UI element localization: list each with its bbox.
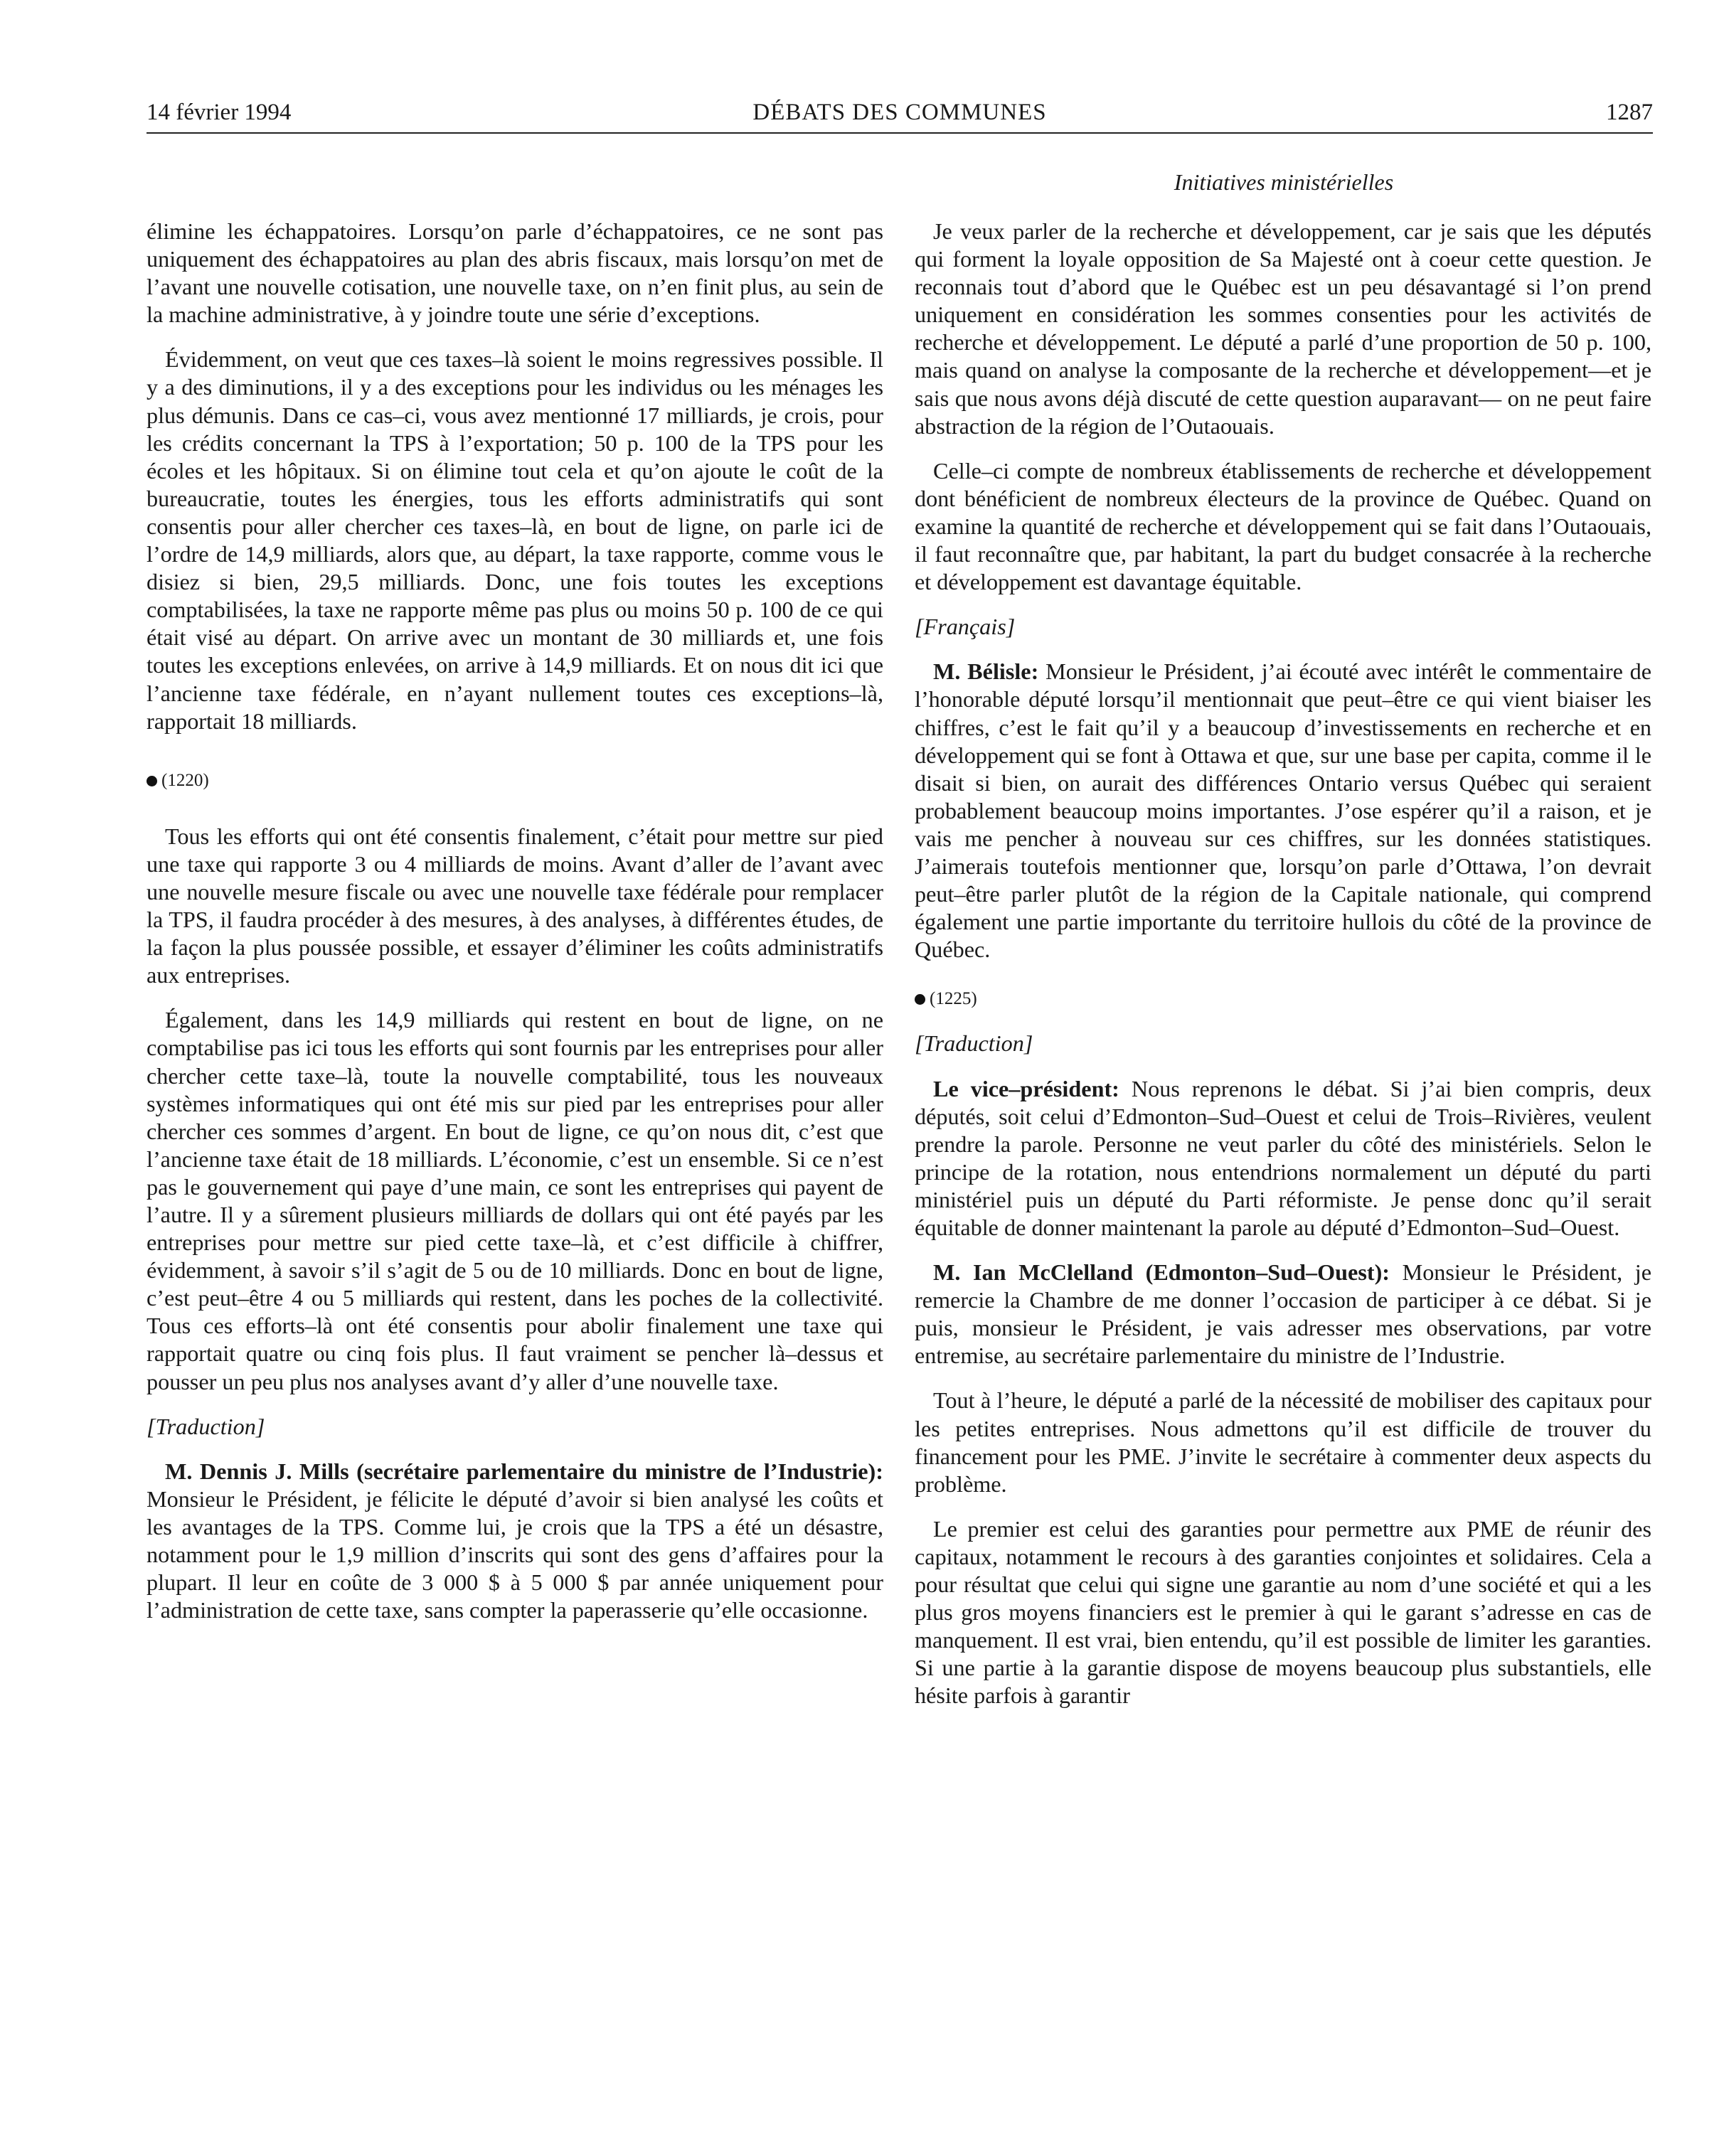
language-note: [Traduction]	[915, 1030, 1033, 1057]
speech-paragraph	[915, 658, 1651, 964]
speech-text: Monsieur le Président, j’ai écouté avec intérêt le commentaire de l’honorable député lorsqu’il mentionnait que peut–être ce qui vient biaiser les chiffres, c’est le fait qu’il y a beaucoup d’investissements en recherche et en développement qui se font à Ottawa et que, sur une base per capita, comme il le disait si bien, on aurait des différences Ontario versus Québec qui seraient probablement beaucoup moins importantes. J’ose espérer qu’il a raison, et je vais me pencher à nouveau sur ces chiffres, sur les données statistiques. J’aimerais toutefois mentionner que, lorsqu’on parle d’Ottawa, l’on devrait peut–être parler plutôt de la région de la Capitale nationale, qui comprend également une partie importante du territoire hullois du côté de la province de Québec.	[915, 658, 1652, 963]
speech-text: Monsieur le Président, je remercie la Chambre de me donner l’occasion de participer à ce débat. Si je puis, monsieur le Président, je vais adresser mes observations, par votre entremise, au secrétaire parlementaire du ministre de l’Industrie.	[915, 1259, 1651, 1369]
page-number: 1287	[1606, 100, 1653, 125]
header-rule	[147, 132, 1653, 134]
speaker-name: M. Ian McClelland (Edmonton–Sud–Ouest):	[933, 1259, 1390, 1286]
speaker-name: M. Bélisle:	[933, 658, 1039, 685]
language-note: [Traduction]	[147, 1413, 265, 1439]
speech-text: Nous reprenons le débat. Si j’ai bien compris, deux députés, soit celui d’Edmonton–Sud–Ouest et celui de Trois–Rivières, veulent prendre la parole. Personne ne veut parler du côté des ministériels. Selon le principe de la rotation, nous entendrions normalement un député du parti ministériel puis un député du Parti réformiste. Je pense donc qu’il serait équitable de donner maintenant la parole au député d’Edmonton–Sud–Ouest.	[915, 1075, 1652, 1240]
speech-paragraph	[915, 1259, 1651, 1370]
header-title: DÉBATS DES COMMUNES	[752, 100, 1047, 125]
page-header	[147, 91, 1653, 134]
time-marker-label: (1225)	[930, 989, 977, 1009]
bullet-icon	[147, 776, 157, 786]
time-marker-label: (1220)	[161, 770, 209, 790]
paragraph: Le premier est celui des garanties pour permettre aux PME de réunir des capitaux, notamment le recours à des garanties conjointes et solidaires. Cela a pour résultat que celui qui signe une garantie au nom d’une société et qui a les plus gros moyens financiers est le premier à qui le garant s’adresse en cas de manquement. Il est vrai, bien entendu, qu’il est possible de limiter les garanties. Si une partie à la garantie dispose de moyens beaucoup plus substantiels, elle hésite parfois à garantir	[915, 1515, 1651, 1709]
speech-paragraph	[915, 1075, 1651, 1242]
left-column	[147, 218, 883, 1641]
paragraph: Celle–ci compte de nombreux établissements de recherche et développement dont bénéficient de nombreux électeurs de la province de Québec. Quand on examine la quantité de recherche et développement qui se fait dans l’Outaouais, il faut reconnaître que, par habitant, la part du budget consacrée à la recherche et développement est davantage équitable.	[915, 457, 1651, 595]
speech-paragraph	[147, 1458, 883, 1625]
time-marker	[147, 767, 883, 794]
speaker-name: Le vice–président:	[933, 1075, 1119, 1101]
paragraph: Également, dans les 14,9 milliards qui restent en bout de ligne, on ne comptabilise pas ici tous les efforts qui sont fournis par les entreprises pour aller chercher cette taxe–là, toute la nouvelle comptabilité, tous les nouveaux systèmes informatiques qui ont été mis sur pied par les entreprises pour aller chercher ces sommes d’argent. En bout de ligne, ce qu’on nous dit, c’est que l’ancienne taxe était de 18 milliards. L’économie, c’est un ensemble. Si ce n’est pas le gouvernement qui paye d’une main, ce sont les entreprises qui payent de l’autre. Il y a sûrement plusieurs milliards de dollars qui ont été payés par les entreprises pour mettre sur pied cette taxe–là, et c’est difficile à chiffrer, évidemment, à savoir s’il s’agit de 5 ou de 10 milliards. Donc en bout de ligne, c’est peut–être 4 ou 5 milliards qui restent, dans les poches de la collectivité. Tous ces efforts–là ont été consentis pour abolir finalement une taxe qui rapportait quatre ou cinq fois plus. Il faut vraiment se pencher là–dessus et pousser un peu plus nos analyses avant d’y aller d’une nouvelle taxe.	[147, 1007, 883, 1394]
language-note: [Français]	[915, 614, 1016, 640]
running-head: Initiatives ministérielles	[1174, 169, 1394, 195]
paragraph: Tous les efforts qui ont été consentis finalement, c’était pour mettre sur pied une taxe qui rapporte 3 ou 4 milliards de moins. Avant d’aller de l’avant avec une nouvelle mesure fiscale ou avec une nouvelle taxe fédérale pour remplacer la TPS, il faudra procéder à des mesures, à des analyses, à différentes études, de la façon la plus poussée possible, et essayer d’éliminer les coûts administratifs aux entreprises.	[147, 823, 883, 988]
bullet-icon	[915, 994, 925, 1005]
header-date: 14 février 1994	[147, 100, 292, 125]
paragraph: Tout à l’heure, le député a parlé de la nécessité de mobiliser des capitaux pour les petites entreprises. Nous admettons qu’il est difficile de trouver du financement pour les PME. J’invite le secrétaire à commenter deux aspects du problème.	[915, 1387, 1651, 1497]
speaker-name: M. Dennis J. Mills (secrétaire parlementaire du ministre de l’Industrie):	[165, 1458, 883, 1484]
paragraph: élimine les échappatoires. Lorsqu’on parle d’échappatoires, ce ne sont pas uniquement des échappatoires au plan des abris fiscaux, mais lorsqu’on met de l’avant une nouvelle cotisation, une nouvelle taxe, on n’en finit plus, au sein de la machine administrative, à y joindre toute une série d’exceptions.	[147, 218, 883, 328]
paragraph: Je veux parler de la recherche et développement, car je sais que les députés qui forment la loyale opposition de Sa Majesté ont à coeur cette question. Je reconnais tout d’abord que le Québec est un peu désavantagé si l’on prend uniquement en considération les sommes consenties pour les activités de recherche et développement. Le député a parlé d’une proportion de 50 p. 100, mais quand on analyse la composante de la recherche et développement—et je sais que nous avons déjà discuté de cette question auparavant— on ne peut faire abstraction de la région de l’Outaouais.	[915, 218, 1651, 439]
right-column	[915, 218, 1651, 1727]
paragraph: Évidemment, on veut que ces taxes–là soient le moins regressives possible. Il y a des diminutions, il y a des exceptions pour les individus ou les ménages les plus démunis. Dans ce cas–ci, vous avez mentionné 17 milliards, je crois, pour les crédits concernant la TPS à l’exportation; 50 p. 100 de la TPS pour les écoles et les hôpitaux. Si on élimine tout cela et qu’on ajoute le coût de la bureaucratie, toutes les énergies, tous les efforts administratifs qui sont consentis pour aller chercher ces taxes–là, en bout de ligne, on parle ici de l’ordre de 14,9 milliards, alors que, au départ, la taxe rapporte, comme vous le disiez si bien, 29,5 milliards. Donc, une fois toutes les exceptions comptabilisées, la taxe ne rapporte même pas plus ou moins 50 p. 100 de ce qui était visé au départ. On arrive avec un montant de 30 milliards et, une fois toutes les exceptions enlevées, on arrive à 14,9 milliards. Et on nous dit ici que l’ancienne taxe fédérale, en n’ayant nullement toutes ces exceptions–là, rapportait 18 milliards.	[147, 346, 883, 734]
speech-text: Monsieur le Président, je félicite le député d’avoir si bien analysé les coûts et les avantages de la TPS. Comme lui, je crois que la TPS a été un désastre, notamment pour le 1,9 million d’inscrits qui sont des gens d’affaires pour la plupart. Il leur en coûte de 3 000 $ à 5 000 $ par année uniquement pour l’administration de cette taxe, sans compter la paperasserie qu’elle occasionne.	[147, 1485, 883, 1623]
time-marker	[915, 985, 1651, 1013]
